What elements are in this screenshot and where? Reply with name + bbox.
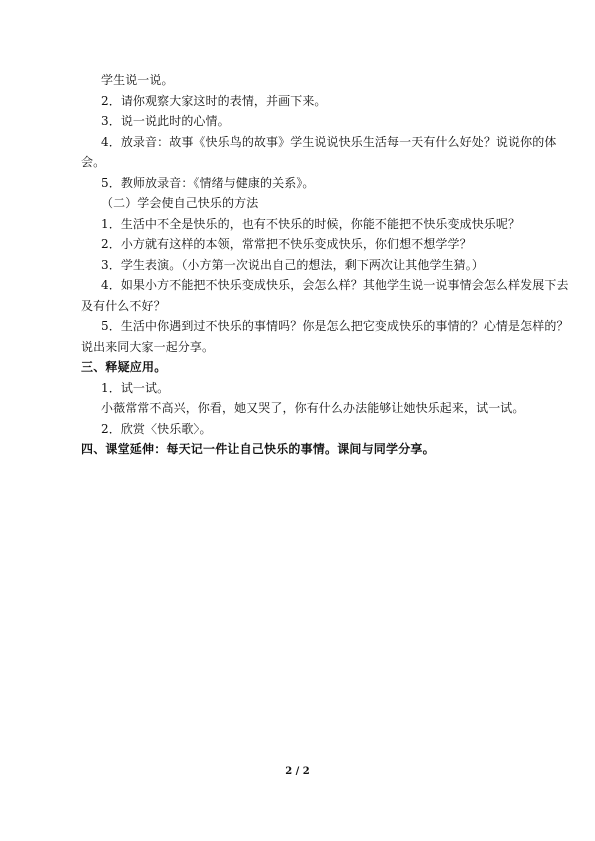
section-subheading: （二）学会使自己快乐的方法 [101, 196, 259, 210]
text-line: 1．生活中不全是快乐的，也有不快乐的时候，你能不能把不快乐变成快乐呢？ [101, 216, 521, 231]
section-heading: 三、释疑应用。 [81, 360, 167, 374]
section-heading: 四、课堂延伸：每天记一件让自己快乐的事情。课间与同学分享。 [81, 442, 435, 456]
text-line: 4．如果小方不能把不快乐变成快乐，会怎么样？其他学生说一说事情会怎么样发展下去 [101, 278, 569, 292]
document-body [81, 70, 569, 460]
text-line: 2．欣赏〈快乐歌〉。 [101, 421, 212, 436]
text-line: 2．小方就有这样的本领，常常把不快乐变成快乐，你们想不想学学？ [101, 237, 472, 251]
text-line: 学生说一说。 [101, 73, 174, 87]
text-line: 1．试一试。 [101, 380, 170, 395]
text-line: 说出来同大家一起分享。 [81, 339, 215, 354]
text-line: 会。 [81, 155, 106, 169]
text-line: 5．教师放录音：《情绪与健康的关系》。 [101, 175, 315, 190]
text-line: 3．说一说此时的心情。 [101, 114, 230, 128]
text-line: 5．生活中你遇到过不快乐的事情吗？你是怎么把它变成快乐的事情的？心情是怎样的？ [101, 319, 569, 333]
text-line: 小薇常常不高兴，你看，她又哭了，你有什么办法能够让她快乐起来，试一试。 [101, 401, 525, 415]
text-line: 4．放录音：故事《快乐鸟的故事》学生说说快乐生活每一天有什么好处？说说你的体 [101, 134, 557, 149]
text-line: 2．请你观察大家这时的表情，并画下来。 [101, 93, 327, 108]
page-number: 2 / 2 [285, 766, 310, 777]
text-line: 3．学生表演。（小方第一次说出自己的想法，剩下两次让其他学生猜。） [101, 257, 484, 272]
text-line: 及有什么不好？ [81, 298, 166, 313]
